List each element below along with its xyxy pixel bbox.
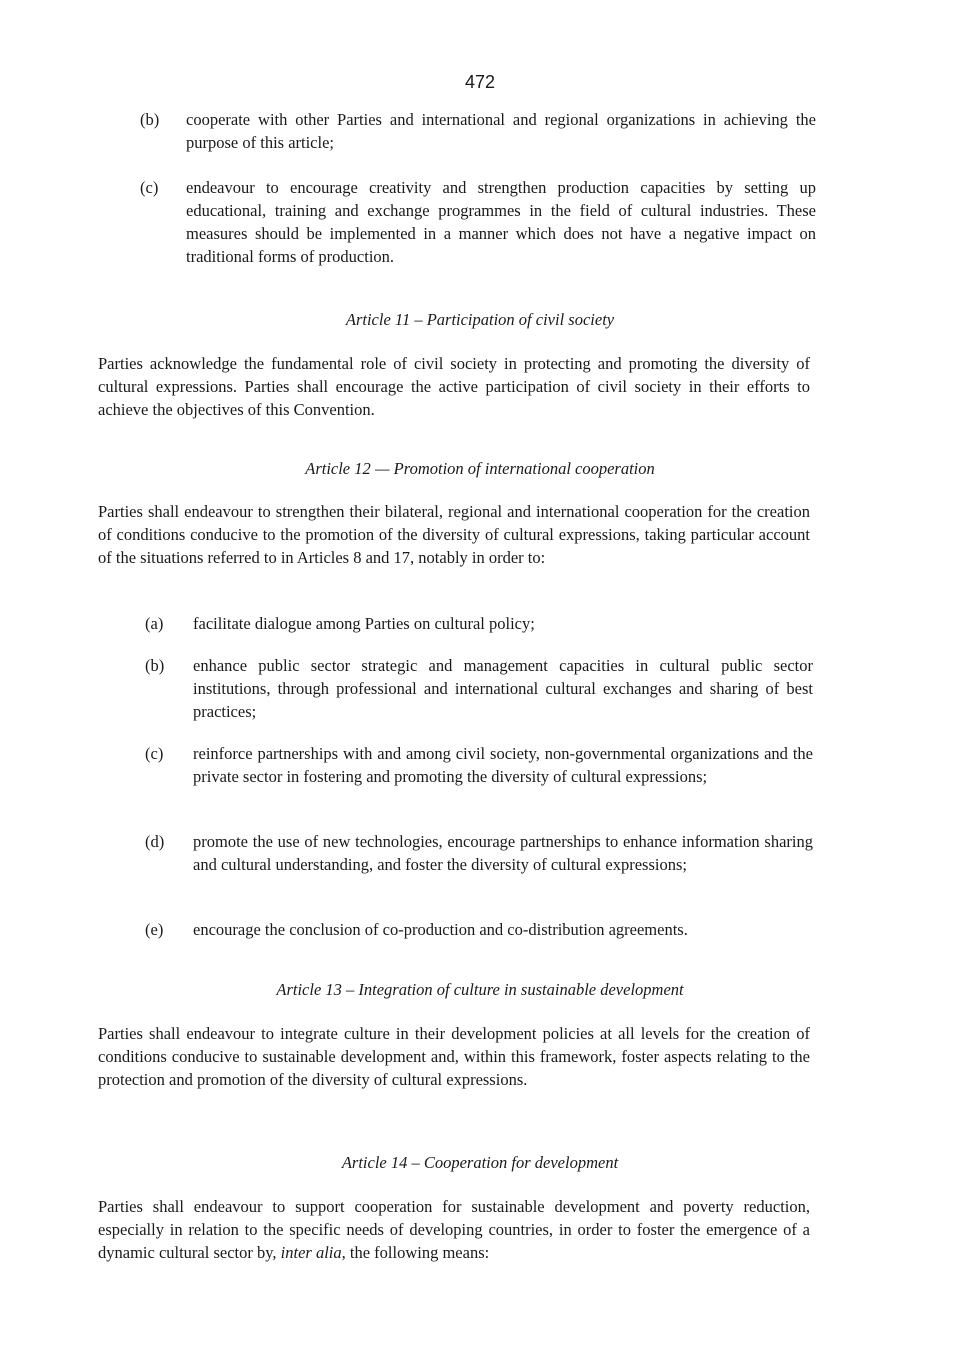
- article-12-body: Parties shall endeavour to strengthen their bilateral, regional and international cooperation for the creation of conditions conducive to the promotion of the diversity of cultural expressions, taking particular account of the situations referred to in Articles 8 and 17, notably in order to:: [98, 502, 810, 567]
- article-11-body: Parties acknowledge the fundamental role of civil society in protecting and promoting the diversity of cultural expressions. Parties shall encourage the active participation of civil society in their efforts to achieve the objectives of this Convention.: [98, 354, 810, 419]
- list-item-text: promote the use of new technologies, encourage partnerships to enhance information sharing and cultural understanding, and foster the diversity of cultural expressions;: [193, 832, 813, 874]
- list-item-label: (e): [145, 920, 164, 939]
- article-14-body: [98, 1195, 810, 1264]
- list-item-text: enhance public sector strategic and management capacities in cultural public sector institutions, through professional and international cultural exchanges and sharing of best practices;: [193, 656, 813, 721]
- article-14-heading: Article 14 – Cooperation for development: [341, 1153, 619, 1172]
- article-14-body-end: , the following means:: [341, 1243, 490, 1262]
- list-item-text: reinforce partnerships with and among civil society, non-governmental organizations and the private sector in fostering and promoting the diversity of cultural expressions;: [193, 744, 813, 786]
- article-13-heading: Article 13 – Integration of culture in sustainable development: [276, 980, 684, 999]
- list-item-label: (d): [145, 832, 165, 851]
- list-item-text: cooperate with other Parties and international and regional organizations in achieving the purpose of this article;: [186, 110, 816, 152]
- article-14-body-italic: inter alia: [280, 1243, 342, 1262]
- page-number: 472: [464, 72, 496, 92]
- article-14-body-start: Parties shall endeavour to support cooperation for sustainable development and poverty reduction, especially in relation to the specific needs of developing countries, in order to foster the emergence of a dynamic cultural sector by,: [98, 1197, 810, 1262]
- article-12-heading: Article 12 — Promotion of international cooperation: [305, 459, 655, 478]
- article-13-body: Parties shall endeavour to integrate culture in their development policies at all levels for the creation of conditions conducive to sustainable development and, within this framework, foster aspects relating to the protection and promotion of the diversity of cultural expressions.: [98, 1024, 810, 1089]
- list-item-text: endeavour to encourage creativity and strengthen production capacities by setting up educational, training and exchange programmes in the field of cultural industries. These measures should be implemented in a manner which does not have a negative impact on traditional forms of production.: [186, 178, 816, 266]
- list-item-label: (a): [145, 614, 164, 633]
- list-item-text: encourage the conclusion of co-production and co-distribution agreements.: [193, 920, 688, 939]
- article-11-heading: Article 11 – Participation of civil society: [345, 310, 615, 329]
- list-item-label: (c): [140, 178, 159, 197]
- list-item-label: (b): [140, 110, 160, 129]
- list-item-label: (b): [145, 656, 165, 675]
- list-item-text: facilitate dialogue among Parties on cultural policy;: [193, 614, 535, 633]
- list-item-label: (c): [145, 744, 164, 763]
